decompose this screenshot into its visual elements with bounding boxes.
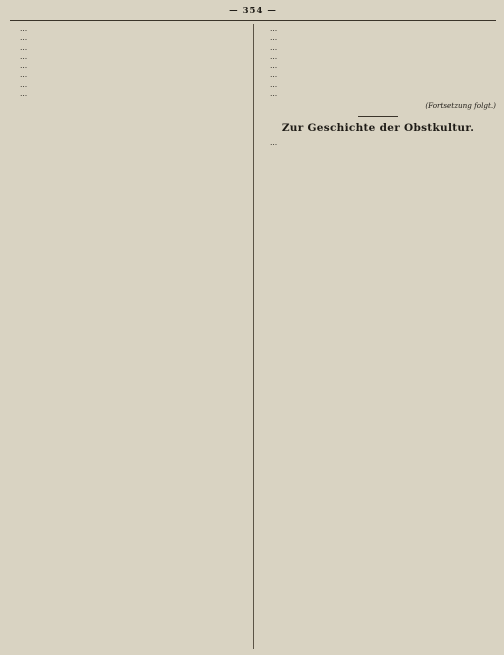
right-paragraph-3: … [270,42,278,52]
left-paragraph-4: … [20,51,28,61]
left-column [10,24,246,649]
text-columns [10,24,496,649]
left-paragraph-7: … [20,79,28,89]
right-column [260,24,496,649]
right-paragraph-7: … [270,79,278,89]
right-paragraph-2: … [270,33,278,43]
section-title: Zur Geschichte der Obstkultur. [281,122,475,135]
section-separator [358,116,398,117]
left-paragraph-5: … [20,61,28,71]
page-number: — 354 — [229,6,277,16]
page-header [10,6,496,21]
section-paragraph-1: … [270,138,278,148]
right-paragraph-6: … [270,70,278,80]
right-paragraph-4: … [270,51,278,61]
right-paragraph-1: … [270,24,278,33]
right-paragraph-5: … [270,61,278,71]
left-paragraph-3: … [20,42,28,52]
continuation-note: (Fortsetzung folgt.) [425,101,496,111]
left-paragraph-6: … [20,70,28,80]
left-paragraph-1: … [20,24,28,33]
left-paragraph-2: … [20,33,28,43]
right-paragraph-8: … [270,89,278,99]
column-divider [253,24,254,649]
left-paragraph-8: … [20,89,28,99]
